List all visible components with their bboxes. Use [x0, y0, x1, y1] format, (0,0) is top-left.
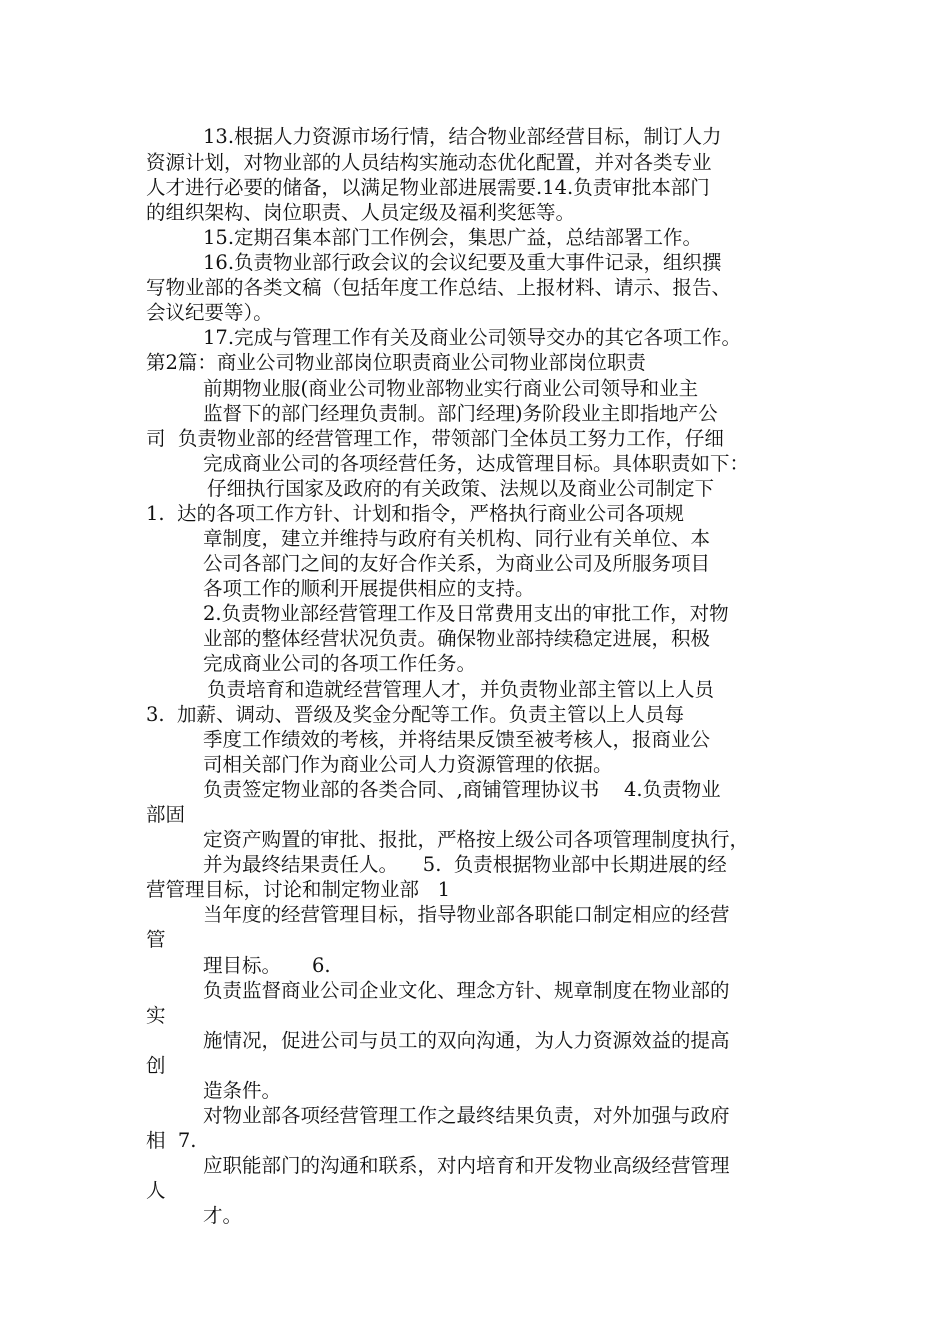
text-line: 业部的整体经营状况负责。确保物业部持续稳定进展，积极 [203, 627, 711, 650]
text-line: 章制度，建立并维持与政府有关机构、同行业有关单位、本 [203, 527, 711, 550]
text-line: 施情况，促进公司与员工的双向沟通，为人力资源效益的提高 [203, 1029, 730, 1052]
text-line: 负责培育和造就经营管理人才，并负责物业部主管以上人员 [207, 678, 715, 701]
text-line: 季度工作绩效的考核，并将结果反馈至被考核人，报商业公 [203, 728, 711, 751]
text-line: 写物业部的各类文稿（包括年度工作总结、上报材料、请示、报告、 [146, 276, 732, 299]
text-line: 理目标。 6. [203, 954, 331, 977]
text-line: 部固 [146, 803, 186, 826]
text-line: 仔细执行国家及政府的有关政策、法规以及商业公司制定下 [207, 477, 715, 500]
text-line: 1. 达的各项工作方针、计划和指令，严格执行商业公司各项规 [146, 502, 685, 525]
text-line: 各项工作的顺利开展提供相应的支持。 [203, 577, 535, 600]
text-line: 完成商业公司的各项经营任务，达成管理目标。具体职责如下： [203, 452, 750, 475]
text-line: 应职能部门的沟通和联系，对内培育和开发物业高级经营管理 [203, 1154, 730, 1177]
text-line: 创 [146, 1054, 166, 1077]
text-line: 负责签定物业部的各类合同、,商铺管理协议书 4.负责物业 [203, 778, 721, 801]
text-line: 并为最终结果责任人。 5. 负责根据物业部中长期进展的经 [203, 853, 727, 876]
text-line: 造条件。 [203, 1079, 282, 1102]
text-line: 13.根据人力资源市场行情，结合物业部经营目标，制订人力 [203, 125, 722, 148]
text-line: 17.完成与管理工作有关及商业公司领导交办的其它各项工作。 [203, 326, 742, 349]
text-line: 3. 加薪、调动、晋级及奖金分配等工作。负责主管以上人员每 [146, 703, 685, 726]
text-line: 司相关部门作为商业公司人力资源管理的依据。 [203, 753, 613, 776]
text-line: 人 [146, 1179, 166, 1202]
text-line: 实 [146, 1004, 166, 1027]
text-line: 资源计划，对物业部的人员结构实施动态优化配置，并对各类专业 [146, 151, 712, 174]
text-line: 监督下的部门经理负责制。部门经理)务阶段业主即指地产公 [203, 402, 718, 425]
text-line: 营管理目标，讨论和制定物业部 1 [146, 878, 451, 901]
text-line: 管 [146, 928, 166, 951]
text-line: 司 负责物业部的经营管理工作，带领部门全体员工努力工作，仔细 [146, 427, 724, 450]
text-line: 才。 [203, 1204, 243, 1227]
text-line: 完成商业公司的各项工作任务。 [203, 652, 477, 675]
text-line: 人才进行必要的储备，以满足物业部进展需要.14.负责审批本部门 [146, 176, 710, 199]
text-line: 16.负责物业部行政会议的会议纪要及重大事件记录，组织撰 [203, 251, 722, 274]
text-line: 定资产购置的审批、报批，严格按上级公司各项管理制度执行， [203, 828, 750, 851]
text-line: 负责监督商业公司企业文化、理念方针、规章制度在物业部的 [203, 979, 730, 1002]
text-line: 相 7. [146, 1129, 197, 1152]
text-line: 15.定期召集本部门工作例会，集思广益，总结部署工作。 [203, 226, 703, 249]
text-line: 对物业部各项经营管理工作之最终结果负责，对外加强与政府 [203, 1104, 730, 1127]
text-line: 会议纪要等）。 [146, 301, 273, 324]
text-line: 前期物业服(商业公司物业部物业实行商业公司领导和业主 [203, 377, 699, 400]
text-line: 的组织架构、岗位职责、人员定级及福利奖惩等。 [146, 201, 576, 224]
text-line: 2.负责物业部经营管理工作及日常费用支出的审批工作，对物 [203, 602, 729, 625]
section-heading: 第2篇：商业公司物业部岗位职责商业公司物业部岗位职责 [146, 351, 646, 374]
text-line: 当年度的经营管理目标，指导物业部各职能口制定相应的经营 [203, 903, 730, 926]
text-line: 公司各部门之间的友好合作关系，为商业公司及所服务项目 [203, 552, 711, 575]
